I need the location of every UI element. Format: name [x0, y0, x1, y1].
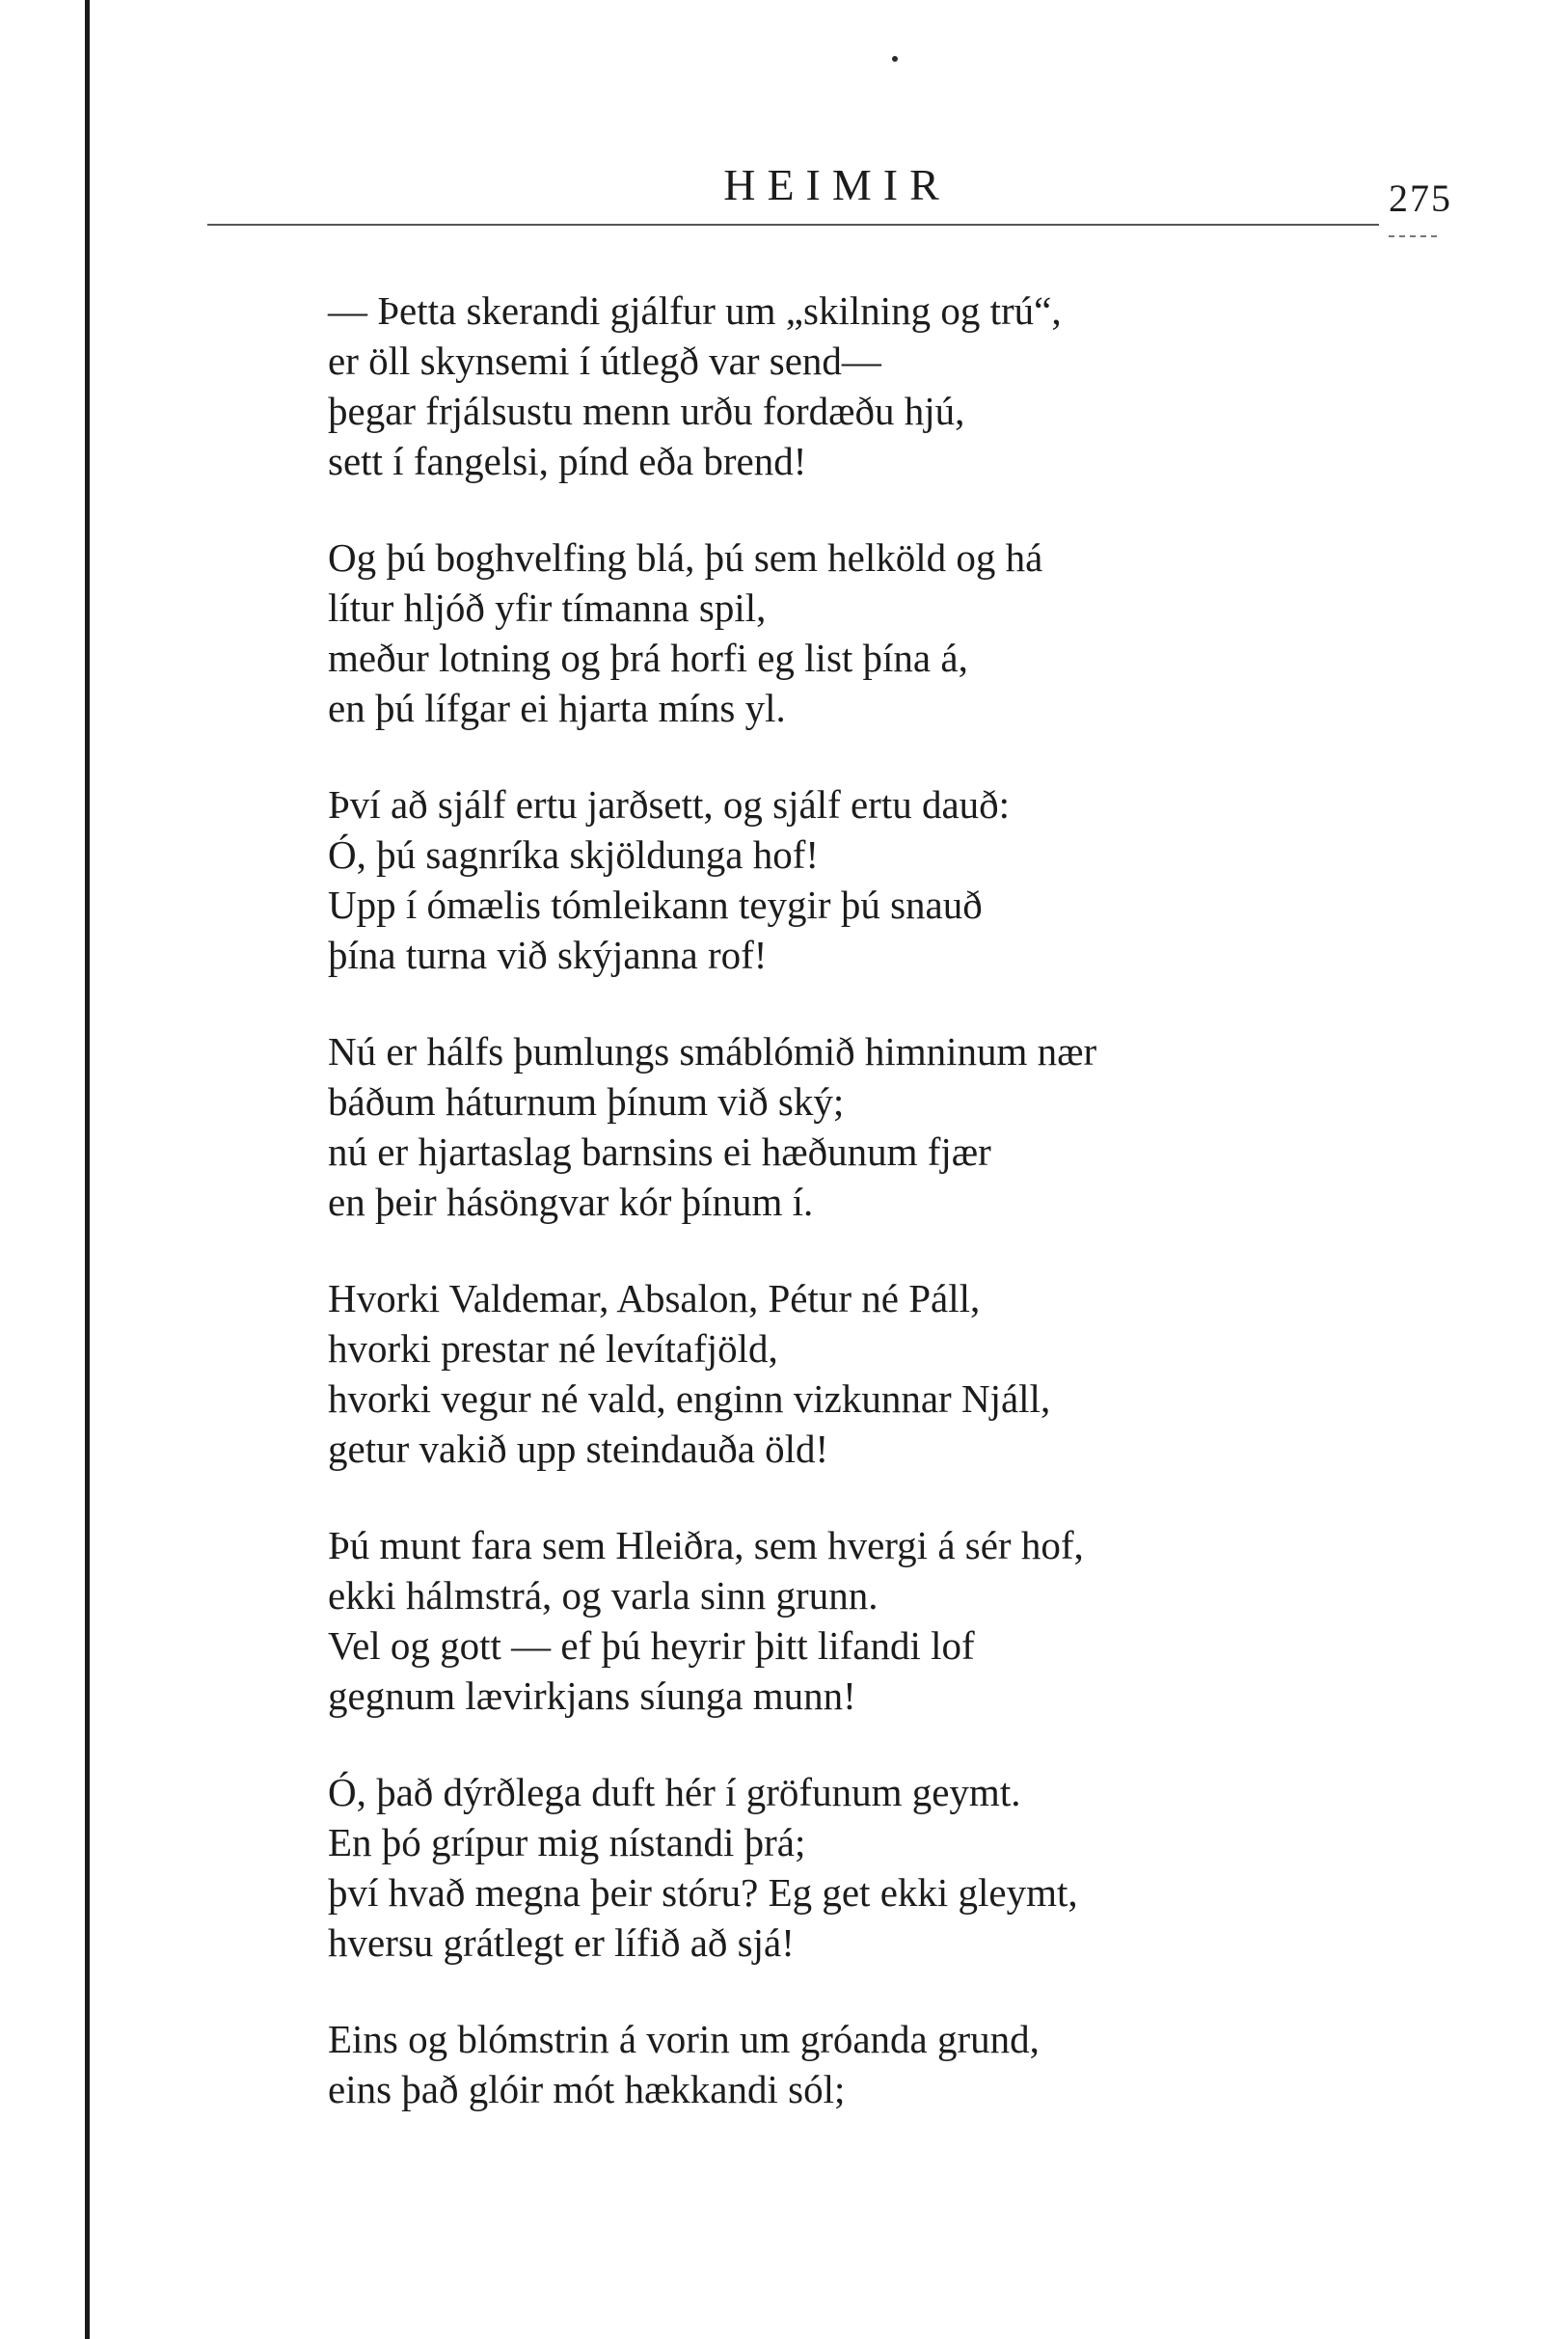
poem-line: Ó, þú sagnríka skjöldunga hof! [328, 832, 819, 877]
poem-line: Upp í ómælis tómleikann teygir þú snauð [328, 883, 983, 927]
poem-line: Hvorki Valdemar, Absalon, Pétur né Páll, [328, 1276, 981, 1320]
poem-line: Nú er hálfs þumlungs smáblómið himninum nær [328, 1029, 1097, 1074]
poem-line: Ó, það dýrðlega duft hér í gröfunum geymt. [328, 1770, 1021, 1814]
stanza-4 [328, 1026, 1350, 1227]
poem-line: því hvað megna þeir stóru? Eg get ekki gleymt, [328, 1870, 1078, 1915]
poem-line: hvorki prestar né levítafjöld, [328, 1326, 778, 1371]
poem-line: gegnum lævirkjans síunga munn! [328, 1673, 856, 1718]
poem-line: lítur hljóð yfir tímanna spil, [328, 585, 767, 630]
poem-line: þegar frjálsustu menn urðu fordæðu hjú, [328, 389, 965, 433]
stanza-2 [328, 532, 1350, 733]
header-rule-dashes [1389, 235, 1437, 237]
poem-line: hversu grátlegt er lífið að sjá! [328, 1920, 795, 1965]
stanza-1 [328, 286, 1350, 486]
poem-line: En þó grípur mig nístandi þrá; [328, 1820, 806, 1864]
poem-line: en þú lífgar ei hjarta míns yl. [328, 686, 786, 730]
poem-line: Vel og gott — ef þú heyrir þitt lifandi lof [328, 1623, 975, 1668]
stanza-6 [328, 1520, 1350, 1721]
poem-line: meður lotning og þrá horfi eg list þína á, [328, 636, 968, 680]
poem-line: er öll skynsemi í útlegð var send— [328, 339, 881, 383]
running-title: HEIMIR [723, 160, 951, 209]
poem-line: nú er hjartaslag barnsins ei hæðunum fjær [328, 1129, 991, 1174]
stanza-3 [328, 779, 1350, 980]
poem-line: báðum háturnum þínum við ský; [328, 1079, 845, 1124]
poem-line: ekki hálmstrá, og varla sinn grunn. [328, 1573, 879, 1618]
poem-line: Og þú boghvelfing blá, þú sem helköld og há [328, 535, 1043, 580]
print-speck [892, 56, 898, 62]
poem-line: sett í fangelsi, pínd eða brend! [328, 439, 807, 483]
poem-line: eins það glóir mót hækkandi sól; [328, 2067, 846, 2111]
poem-line: þína turna við skýjanna rof! [328, 933, 768, 977]
poem-line: en þeir hásöngvar kór þínum í. [328, 1180, 814, 1224]
header-rule [207, 224, 1379, 226]
page-gutter-line [85, 0, 90, 2339]
stanza-7 [328, 1767, 1350, 1968]
poem-line: — Þetta skerandi gjálfur um „skilning og trú“, [328, 288, 1062, 333]
stanza-5 [328, 1273, 1350, 1474]
poem-line: Eins og blómstrin á vorin um gróanda grund, [328, 2017, 1040, 2061]
poem-body [328, 286, 1350, 2161]
poem-line: hvorki vegur né vald, enginn vizkunnar Njáll, [328, 1376, 1051, 1421]
poem-line: getur vakið upp steindauða öld! [328, 1427, 829, 1471]
stanza-8 [328, 2014, 1350, 2114]
poem-line: Því að sjálf ertu jarðsett, og sjálf ertu dauð: [328, 782, 1011, 827]
page-number: 275 [1389, 177, 1452, 220]
poem-line: Þú munt fara sem Hleiðra, sem hvergi á sér hof, [328, 1523, 1084, 1567]
